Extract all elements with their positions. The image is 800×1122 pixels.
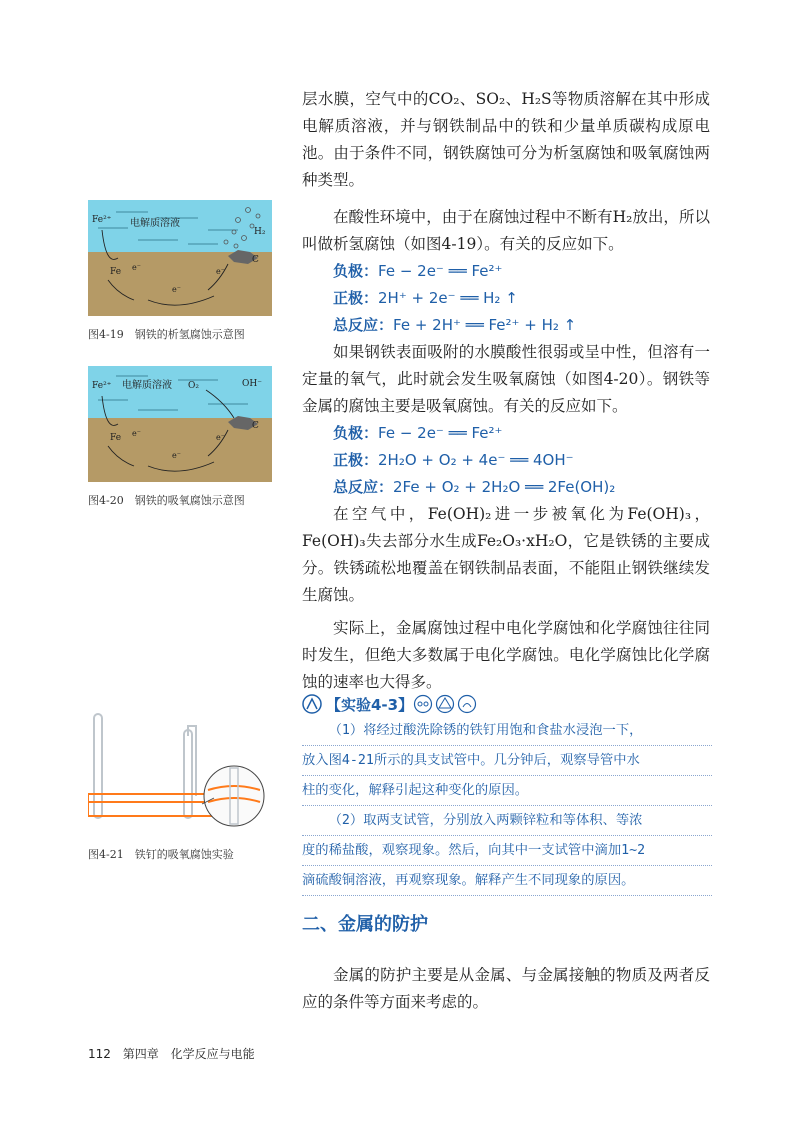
oxygen-corrosion-paragraph: 如果钢铁表面吸附的水膜酸性很弱或呈中性，但溶有一定量的氧气，此时就会发生吸氧腐蚀（如图4-20）。钢铁等金属的腐蚀主要是吸氧腐蚀。有关的反应如下。 xyxy=(302,343,710,415)
fe-label: Fe xyxy=(110,267,122,277)
oxygen-corrosion-diagram xyxy=(88,366,272,482)
electrolyte-layer xyxy=(88,200,272,252)
o2-label: O₂ xyxy=(188,381,199,391)
experiment-line: 滴硫酸铜溶液，再观察现象。解释产生不同现象的原因。 xyxy=(302,866,712,896)
hydrogen-corrosion-paragraph: 在酸性环境中，由于在腐蚀过程中不断有H₂放出，所以叫做析氢腐蚀（如图4-19）。有关的反应如下。 xyxy=(302,208,710,253)
fe2-ion-label: Fe²⁺ xyxy=(92,381,112,391)
equation-text: Fe − 2e⁻ ══ Fe²⁺ xyxy=(378,262,503,280)
magnified-detail xyxy=(204,766,264,826)
equation-text: 2Fe + O₂ + 2H₂O ══ 2Fe(OH)₂ xyxy=(393,478,616,496)
figure-caption: 图4-20 钢铁的吸氧腐蚀示意图 xyxy=(88,494,245,507)
hydrogen-negative-equation xyxy=(302,258,710,285)
equation-label: 正极： xyxy=(333,451,379,469)
rust-paragraph: 在空气中，Fe(OH)₂进一步被氧化为Fe(OH)₃，Fe(OH)₃失去部分水生成Fe₂O₃·xH₂O，它是铁锈的主要成分。铁锈疏松地覆盖在钢铁制品表面，不能阻止钢铁继续发生腐蚀。 xyxy=(302,505,710,604)
figure-4-21 xyxy=(88,706,272,862)
equation-label: 总反应： xyxy=(333,316,394,334)
electrolyte-label: 电解质溶液 xyxy=(130,218,180,229)
electron-label: e⁻ xyxy=(132,429,141,438)
equation-label: 正极： xyxy=(333,289,379,307)
figure-caption: 图4-21 铁钉的吸氧腐蚀实验 xyxy=(88,848,234,861)
oxygen-negative-equation xyxy=(302,420,710,447)
summary-paragraph: 实际上，金属腐蚀过程中电化学腐蚀和化学腐蚀往往同时发生，但绝大多数属于电化学腐蚀。电化学腐蚀比化学腐蚀的速率也大得多。 xyxy=(302,619,710,691)
experiment-people-icon xyxy=(302,694,322,714)
main-text-column xyxy=(302,86,710,696)
page-number: 112 xyxy=(88,1047,111,1061)
carbon-label: C xyxy=(252,255,259,265)
fe2-ion-label: Fe²⁺ xyxy=(92,215,112,225)
chapter-number: 第四章 xyxy=(122,1047,159,1061)
oxygen-positive-equation xyxy=(302,447,710,474)
electron-label: e⁻ xyxy=(216,267,225,276)
experiment-box xyxy=(302,692,712,896)
equation-text: Fe − 2e⁻ ══ Fe²⁺ xyxy=(378,424,503,442)
closing-paragraph: 金属的防护主要是从金属、与金属接触的物质及两者反应的条件等方面来考虑的。 xyxy=(302,966,710,1011)
equation-text: Fe + 2H⁺ ══ Fe²⁺ + H₂ ↑ xyxy=(393,316,577,334)
experiment-header xyxy=(302,692,712,716)
carbon-label: C xyxy=(252,421,259,431)
electron-label: e⁻ xyxy=(172,451,181,460)
nail-corrosion-apparatus xyxy=(88,706,272,834)
equation-label: 负极： xyxy=(333,424,379,442)
section-title: 二、金属的防护 xyxy=(302,914,428,935)
figure-caption: 图4-19 钢铁的析氢腐蚀示意图 xyxy=(88,328,245,341)
experiment-line: 放入图4-21所示的具支试管中。几分钟后，观察导管中水 xyxy=(302,746,712,776)
experiment-line: 柱的变化，解释引起这种变化的原因。 xyxy=(302,776,712,806)
hydrogen-positive-equation xyxy=(302,285,710,312)
figure-4-20 xyxy=(88,366,272,508)
closing-section xyxy=(302,962,710,1016)
page-footer xyxy=(88,1045,263,1062)
hydrogen-corrosion-diagram xyxy=(88,200,272,316)
equation-label: 总反应： xyxy=(333,478,394,496)
intro-paragraph: 层水膜，空气中的CO₂、SO₂、H₂S等物质溶解在其中形成电解质溶液，并与钢铁制品中的铁和少量单质碳构成原电池。由于条件不同，钢铁腐蚀可分为析氢腐蚀和吸氧腐蚀两种类型。 xyxy=(302,90,710,189)
oh-label: OH⁻ xyxy=(242,379,262,389)
electron-label: e⁻ xyxy=(172,285,181,294)
chapter-title: 化学反应与电能 xyxy=(170,1047,255,1061)
test-tube-rack xyxy=(88,794,212,816)
hydrogen-total-equation xyxy=(302,312,710,339)
figure-4-19 xyxy=(88,200,272,342)
oxygen-total-equation xyxy=(302,474,710,501)
electron-label: e⁻ xyxy=(216,433,225,442)
electrolyte-label: 电解质溶液 xyxy=(122,380,172,391)
equation-label: 负极： xyxy=(333,262,379,280)
fe-label: Fe xyxy=(110,433,122,443)
safety-icons xyxy=(413,694,481,714)
experiment-line: 度的稀盐酸，观察现象。然后，向其中一支试管中滴加1~2 xyxy=(302,836,712,866)
experiment-line: （1）将经过酸洗除锈的铁钉用饱和食盐水浸泡一下， xyxy=(302,716,712,746)
equation-text: 2H⁺ + 2e⁻ ══ H₂ ↑ xyxy=(378,289,518,307)
experiment-title: 【实验4-3】 xyxy=(326,695,414,714)
goggles-icon xyxy=(415,696,432,713)
experiment-line: （2）取两支试管，分别放入两颗锌粒和等体积、等浓 xyxy=(302,806,712,836)
electron-label: e⁻ xyxy=(132,263,141,272)
equation-text: 2H₂O + O₂ + 4e⁻ ══ 4OH⁻ xyxy=(378,451,574,469)
h2-label: H₂ xyxy=(254,227,266,237)
electrolyte-layer xyxy=(88,366,272,418)
